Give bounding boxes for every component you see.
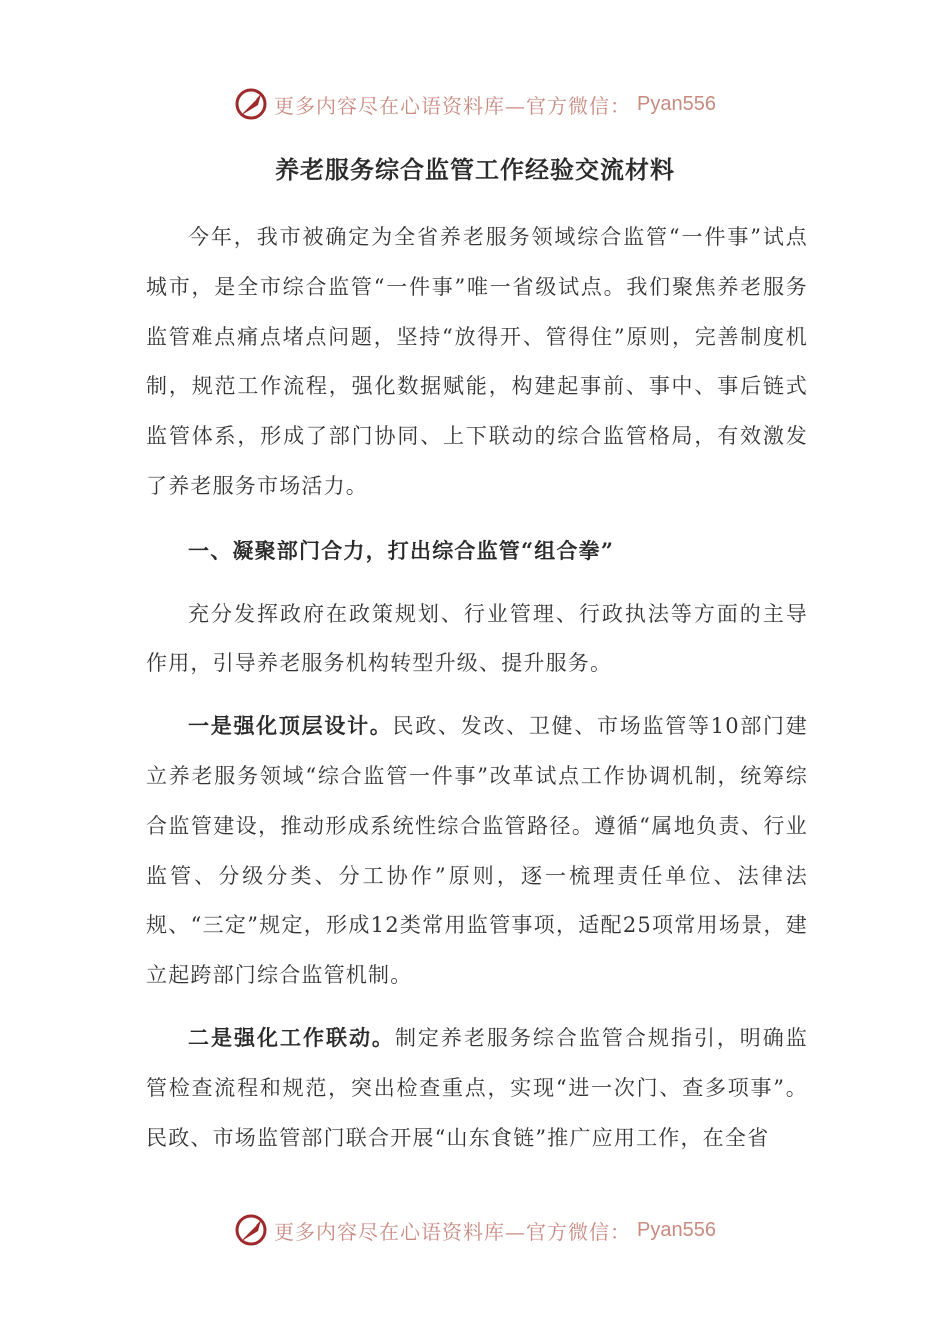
item-1-paragraph [146,701,808,1001]
watermark-text: 更多内容尽在心语资料库—官方微信： [274,93,632,118]
item-2-lead: 二是强化工作联动。 [188,1024,395,1050]
watermark-handle: Pyan556 [637,92,716,115]
feather-pen-logo-icon [234,87,268,121]
watermark-banner-bottom [0,1210,950,1250]
feather-pen-logo-icon [234,1213,268,1247]
watermark-handle: Pyan556 [637,1218,716,1241]
item-2-text: 制定养老服务综合监管合规指引，明确监管检查流程和规范，突出检查重点，实现“进一次门、查多项事”。民政、市场监管部门联合开展“山东食链”推广应用工作，在全省 [146,1025,808,1150]
intro-paragraph: 今年，我市被确定为全省养老服务领域综合监管“一件事”试点城市，是全市综合监管“一件事”唯一省级试点。我们聚焦养老服务监管难点痛点堵点问题，坚持“放得开、管得住”原则，完善制度机制，规范工作流程，强化数据赋能，构建起事前、事中、事后链式监管体系，形成了部门协同、上下联动的综合监管格局，有效激发了养老服务市场活力。 [146,225,808,498]
document-body [146,213,808,1163]
item-2-paragraph [146,1013,808,1163]
watermark-text: 更多内容尽在心语资料库—官方微信： [274,1219,632,1244]
watermark-banner-top [0,84,950,124]
item-1-text: 民政、发改、卫健、市场监管等10部门建立养老服务领域“综合监管一件事”改革试点工作协调机制，统筹综合监管建设，推动形成系统性综合监管路径。遵循“属地负责、行业监管、分级分类、分工协作”原则，逐一梳理责任单位、法律法规、“三定”规定，形成12类常用监管事项，适配25项常用场景，建立起跨部门综合监管机制。 [146,714,808,988]
item-1-lead: 一是强化顶层设计。 [188,713,393,739]
page-title: 养老服务综合监管工作经验交流材料 [275,155,675,184]
section-1-intro-paragraph: 充分发挥政府在政策规划、行业管理、行政执法等方面的主导作用，引导养老服务机构转型升级、提升服务。 [146,601,808,676]
section-heading-1: 一、凝聚部门合力，打出综合监管“组合拳” [188,537,615,563]
